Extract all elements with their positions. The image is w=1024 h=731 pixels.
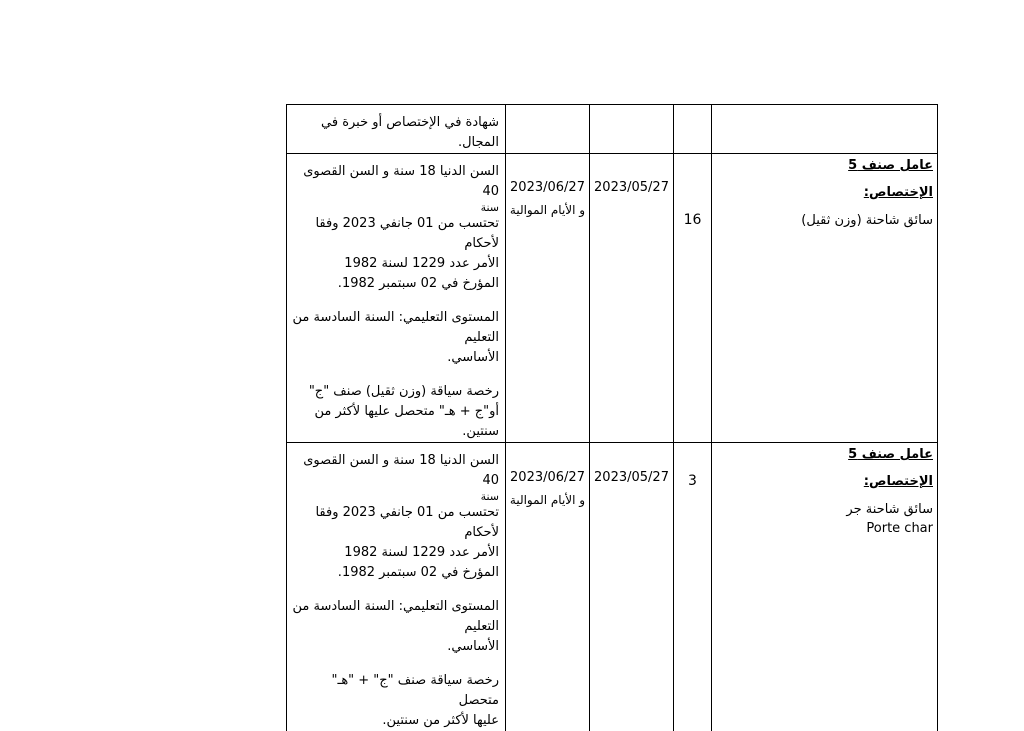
count-cell (674, 154, 712, 443)
education-condition-cont: الأساسي. (291, 348, 499, 368)
close-date: 2023/06/27 (506, 470, 589, 485)
job-title: عامل صنف 5 (712, 158, 933, 173)
open-date: 2023/05/27 (590, 470, 673, 485)
license-condition-cont: عليها لأكثر من سنتين. (291, 711, 499, 731)
specialty-label: الإختصاص: (712, 474, 933, 489)
count-cell (674, 105, 712, 154)
age-condition: السن الدنيا 18 سنة و السن القصوى 40 (291, 162, 499, 202)
close-date-note: و الأيام الموالية (506, 493, 589, 507)
specialty-value: سائق شاحنة جر (712, 501, 933, 519)
open-date-cell (590, 154, 674, 443)
age-calc-line: المؤرخ في 02 سبتمبر 1982. (291, 563, 499, 583)
open-date-cell (590, 443, 674, 731)
table-row (287, 154, 938, 443)
close-date-cell (506, 105, 590, 154)
age-calc-line: الأمر عدد 1229 لسنة 1982 (291, 543, 499, 563)
job-cell (712, 154, 938, 443)
conditions-cell (287, 154, 506, 443)
education-condition-cont: الأساسي. (291, 637, 499, 657)
age-condition-cont: سنة (291, 491, 499, 503)
age-calc-line: الأمر عدد 1229 لسنة 1982 (291, 254, 499, 274)
close-date: 2023/06/27 (506, 180, 589, 195)
age-calc-line: تحتسب من 01 جانفي 2023 وفقا لأحكام (291, 214, 499, 254)
specialty-value: سائق شاحنة (وزن ثقيل) (712, 212, 933, 230)
close-date-note: و الأيام الموالية (506, 203, 589, 217)
license-condition: رخصة سياقة صنف "ج" + "هـ" متحصل (291, 671, 499, 711)
count-cell (674, 443, 712, 731)
license-condition-cont: أو"ج + هـ" متحصل عليها لأكثر من (291, 402, 499, 422)
conditions-cell (287, 443, 506, 731)
open-date: 2023/05/27 (590, 180, 673, 195)
license-condition-cont: سنتين. (291, 422, 499, 442)
specialty-label: الإختصاص: (712, 185, 933, 200)
close-date-cell (506, 154, 590, 443)
conditions-cell (287, 105, 506, 154)
close-date-cell (506, 443, 590, 731)
job-title: عامل صنف 5 (712, 447, 933, 462)
open-date-cell (590, 105, 674, 154)
positions-count: 16 (674, 212, 711, 228)
condition-text: شهادة في الإختصاص أو خبرة في المجال. (291, 113, 499, 153)
positions-count: 3 (674, 473, 711, 489)
license-condition: رخصة سياقة (وزن ثقيل) صنف "ج" (291, 382, 499, 402)
job-cell (712, 105, 938, 154)
age-condition: السن الدنيا 18 سنة و السن القصوى 40 (291, 451, 499, 491)
age-condition-cont: سنة (291, 202, 499, 214)
job-cell (712, 443, 938, 731)
table-row (287, 443, 938, 731)
age-calc-line: تحتسب من 01 جانفي 2023 وفقا لأحكام (291, 503, 499, 543)
table-row (287, 105, 938, 154)
age-calc-line: المؤرخ في 02 سبتمبر 1982. (291, 274, 499, 294)
recruitment-table (286, 104, 938, 731)
specialty-value-latin: Porte char (712, 521, 933, 536)
education-condition: المستوى التعليمي: السنة السادسة من التعليم (291, 308, 499, 348)
education-condition: المستوى التعليمي: السنة السادسة من التعليم (291, 597, 499, 637)
